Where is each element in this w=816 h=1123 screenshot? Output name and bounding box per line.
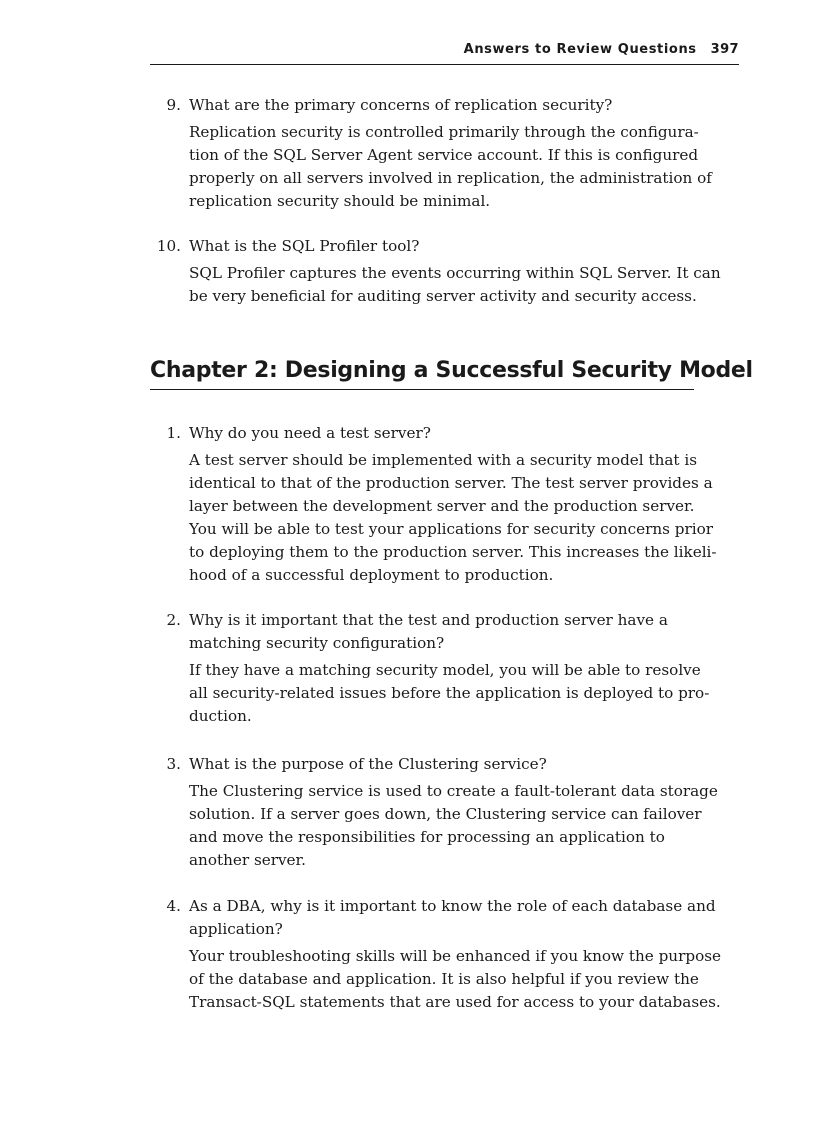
answer-line: replication security should be minimal. [189, 192, 491, 210]
answer-line: tion of the SQL Server Agent service account. If this is configured [189, 146, 699, 164]
review-question-9 [150, 94, 740, 213]
question-line: Why do you need a test server? [189, 424, 431, 442]
review-question-4 [150, 895, 740, 1014]
answer [150, 780, 740, 872]
answer-line: to deploying them to the production server. This increases the likeli- [189, 543, 717, 561]
running-head [150, 42, 739, 65]
question-number: 9. [166, 96, 181, 114]
question-line: matching security configuration? [189, 634, 445, 652]
question [150, 94, 740, 117]
question-number: 3. [166, 755, 181, 773]
answer-line: and move the responsibilities for processing an application to [189, 828, 665, 846]
answer [150, 659, 740, 728]
review-question-1 [150, 422, 740, 587]
answer-line: solution. If a server goes down, the Clustering service can failover [189, 805, 702, 823]
answer-line: hood of a successful deployment to production. [189, 566, 554, 584]
page-number: 397 [710, 42, 739, 57]
answer-line: properly on all servers involved in replication, the administration of [189, 169, 712, 187]
answer-line: SQL Profiler captures the events occurring within SQL Server. It can [189, 264, 721, 282]
question [150, 609, 740, 655]
running-head-title: Answers to Review Questions [463, 42, 697, 57]
answer-line: of the database and application. It is also helpful if you review the [189, 970, 699, 988]
answer-line: another server. [189, 851, 306, 869]
question-line: Why is it important that the test and production server have a [189, 611, 668, 629]
question-text: What are the primary concerns of replication security? [189, 96, 613, 114]
question [150, 235, 740, 258]
question-line: As a DBA, why is it important to know the role of each database and [189, 897, 716, 915]
answer-line: A test server should be implemented with a security model that is [189, 451, 698, 469]
question-number: 10. [156, 237, 181, 255]
answer-line: be very beneficial for auditing server activity and security access. [189, 287, 697, 305]
question-line: What is the purpose of the Clustering service? [189, 755, 547, 773]
question-number: 1. [166, 424, 181, 442]
answer [150, 945, 740, 1014]
answer [150, 262, 740, 308]
question-line: application? [189, 920, 283, 938]
answer-line: Replication security is controlled primarily through the configura- [189, 123, 699, 141]
answer-line: Your troubleshooting skills will be enhanced if you know the purpose [189, 947, 721, 965]
answer-line: duction. [189, 707, 252, 725]
review-question-10 [150, 235, 740, 308]
chapter-heading: Chapter 2: Designing a Successful Security Model [150, 352, 694, 390]
answer [150, 449, 740, 587]
answer-line: identical to that of the production server. The test server provides a [189, 474, 713, 492]
answer [150, 121, 740, 213]
question [150, 895, 740, 941]
question-number: 4. [166, 897, 181, 915]
answer-line: Transact-SQL statements that are used for access to your databases. [189, 993, 721, 1011]
answer-line: The Clustering service is used to create a fault-tolerant data storage [189, 782, 718, 800]
question [150, 422, 740, 445]
answer-line: If they have a matching security model, you will be able to resolve [189, 661, 701, 679]
answer-line: You will be able to test your applications for security concerns prior [189, 520, 713, 538]
review-question-3 [150, 753, 740, 872]
question-text: What is the SQL Profiler tool? [189, 237, 420, 255]
question [150, 753, 740, 776]
review-question-2 [150, 609, 740, 728]
question-number: 2. [166, 611, 181, 629]
answer-line: layer between the development server and the production server. [189, 497, 695, 515]
answer-line: all security-related issues before the application is deployed to pro- [189, 684, 710, 702]
